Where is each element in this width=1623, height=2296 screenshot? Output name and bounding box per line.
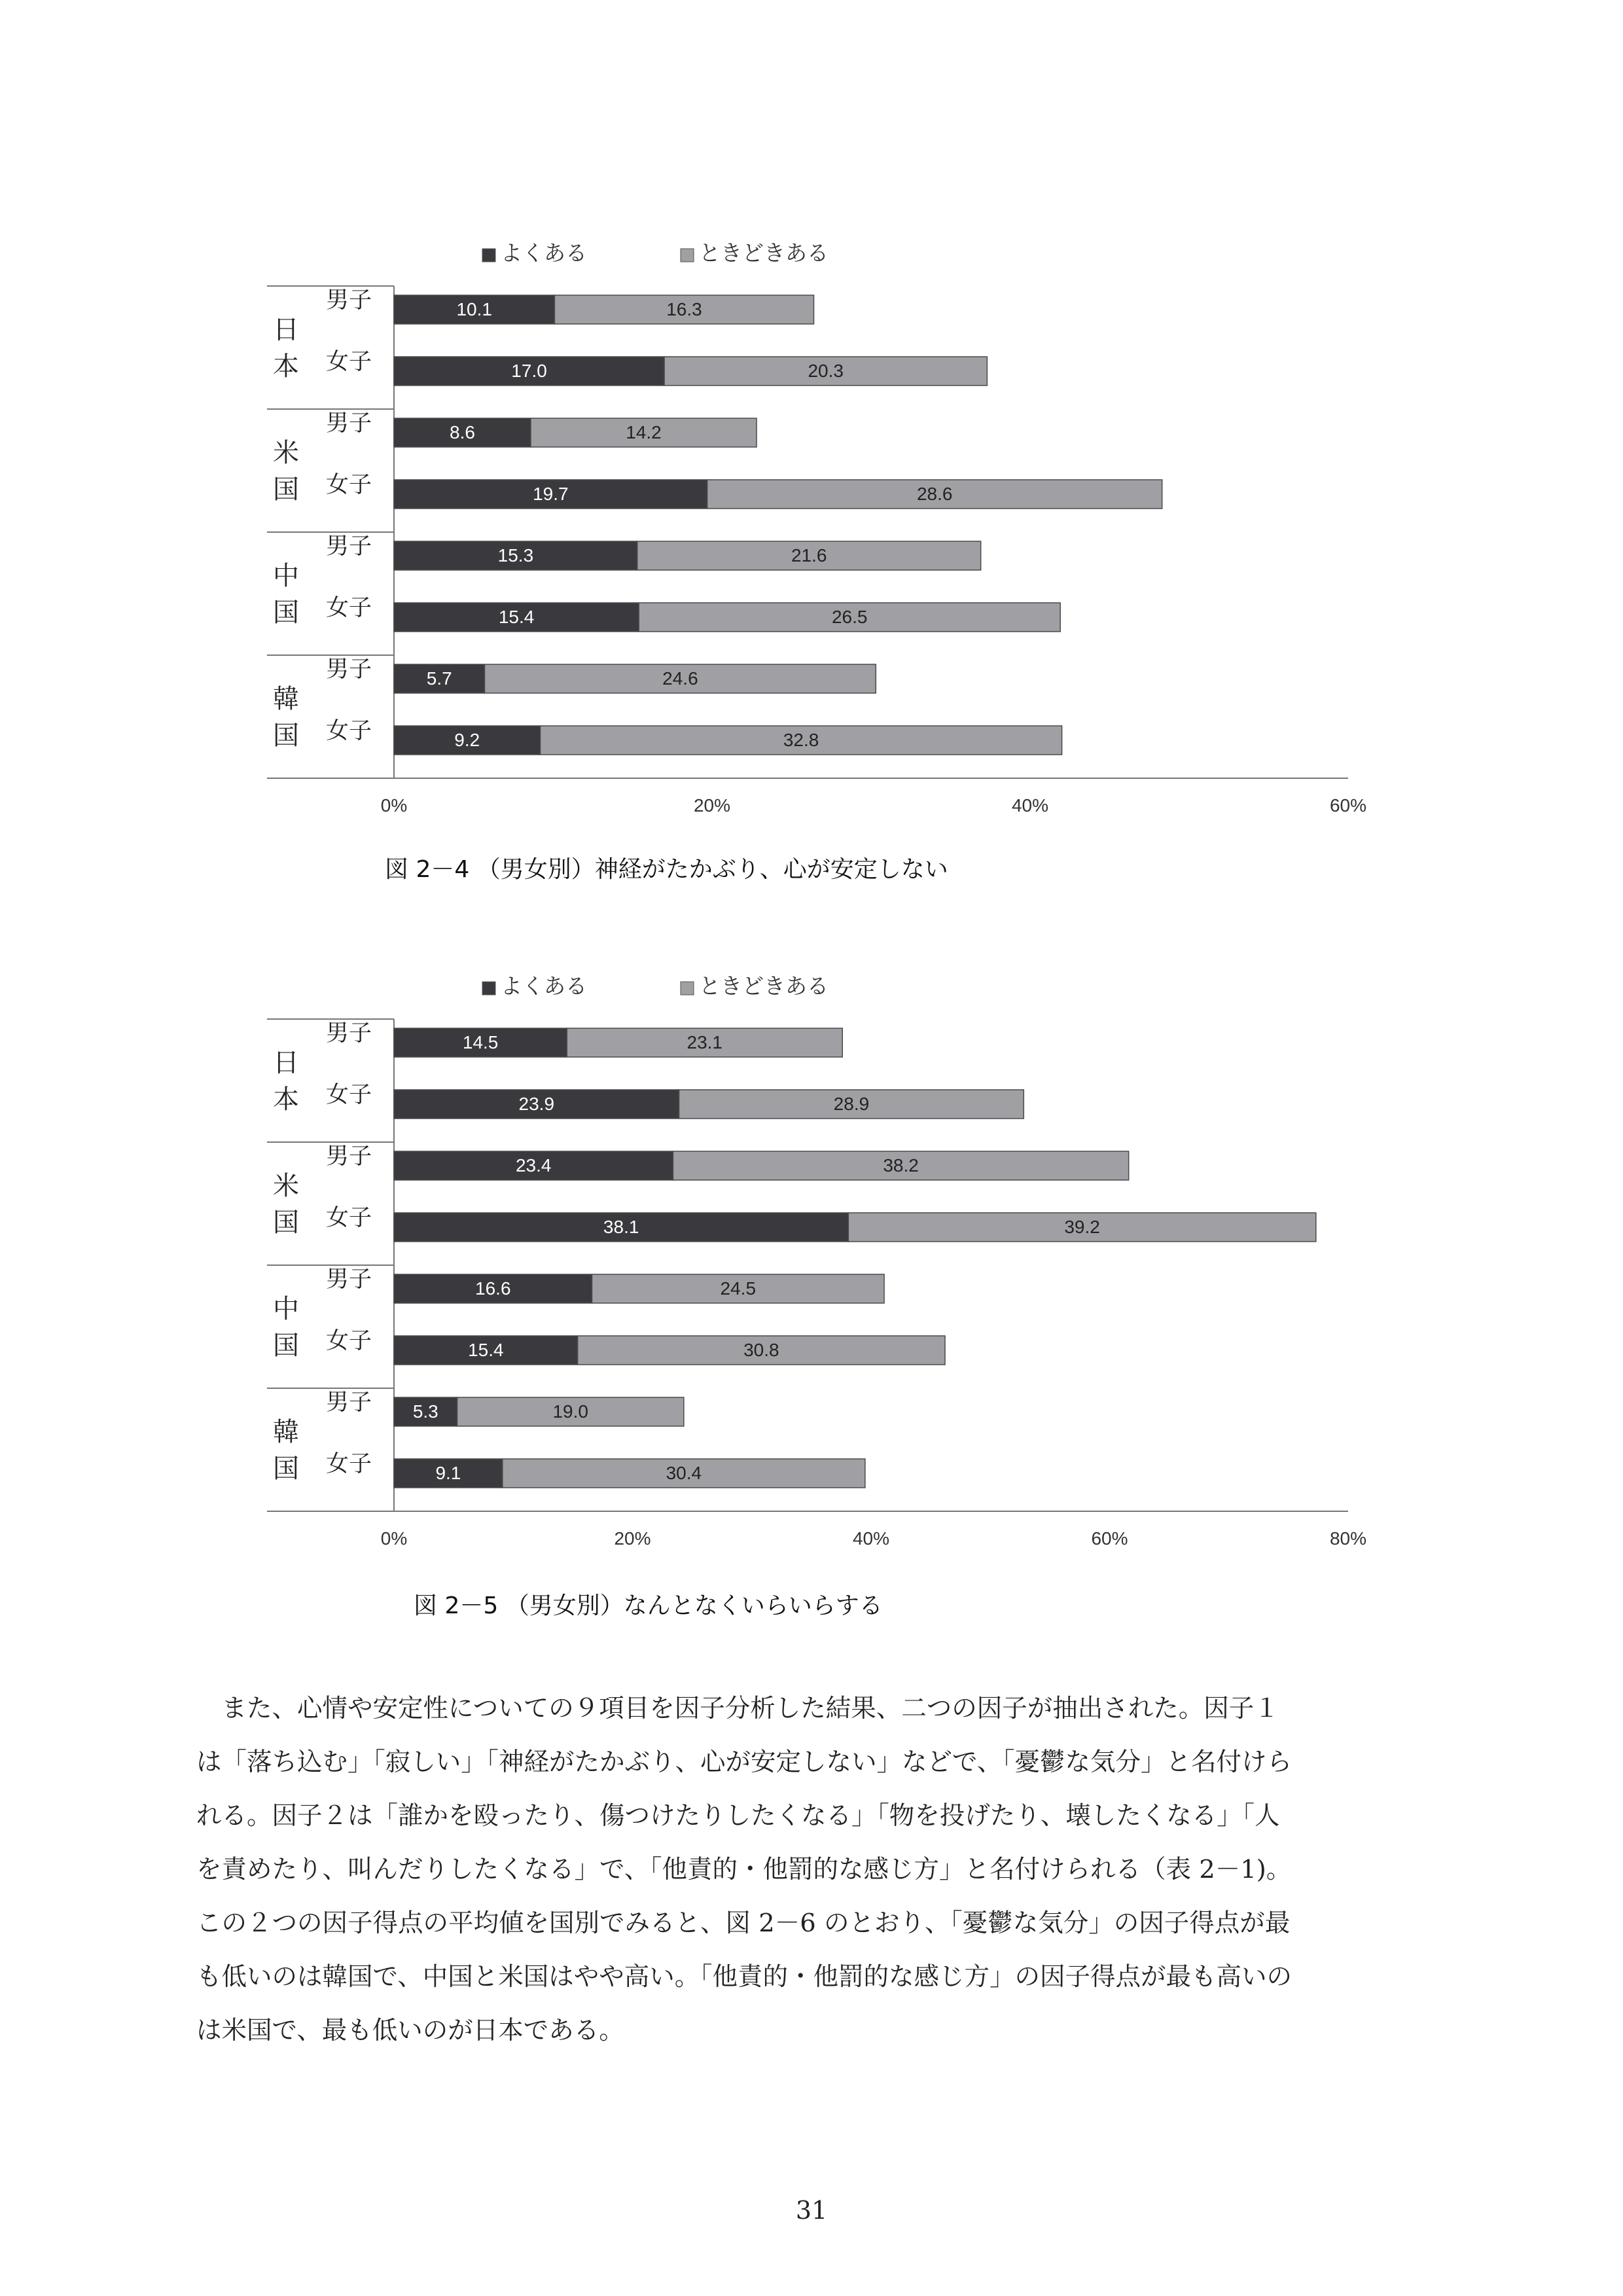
category-label: 男子 (325, 1020, 372, 1046)
group-label-char: 日 (273, 315, 299, 344)
category-label: 男子 (325, 656, 372, 682)
category-label: 男子 (325, 1143, 372, 1169)
legend-label: ときどきある (699, 974, 829, 998)
group-label-char: 国 (273, 598, 299, 627)
data-label: 9.2 (454, 730, 480, 750)
category-label: 女子 (325, 1451, 372, 1477)
x-tick-label: 40% (852, 1528, 890, 1549)
data-label: 24.6 (662, 668, 698, 689)
group-label-char: 韓 (273, 1418, 299, 1446)
data-label: 15.3 (497, 545, 534, 565)
data-label: 23.1 (687, 1032, 723, 1052)
x-tick-label: 40% (1011, 795, 1049, 816)
group-label-char: 韓 (273, 685, 299, 713)
category-label: 男子 (325, 1266, 372, 1292)
data-label: 32.8 (783, 730, 819, 750)
group-label-char: 米 (273, 1172, 299, 1200)
data-label: 30.4 (666, 1463, 702, 1483)
x-tick-label: 20% (693, 795, 731, 816)
category-label: 女子 (325, 1328, 372, 1354)
group-label-char: 米 (273, 439, 299, 467)
data-label: 20.3 (808, 361, 844, 381)
body-paragraph (196, 1682, 1440, 2058)
category-label: 女子 (325, 472, 372, 497)
legend-swatch (681, 982, 694, 995)
body-line: この２つの因子得点の平均値を国別でみると、図 2－6 のとおり、「憂鬱な気分」の因子得点が最 (196, 1909, 1291, 1938)
body-line: れる。因子２は「誰かを殴ったり、傷つけたりしたくなる」「物を投げたり、壊したくなる」「人 (196, 1801, 1280, 1831)
legend-label: よくある (501, 974, 587, 998)
data-label: 14.5 (462, 1032, 499, 1052)
data-label: 21.6 (791, 545, 827, 565)
figure-caption: 図 2－5 （男女別）なんとなくいらいらする (414, 1592, 883, 1619)
data-label: 24.5 (720, 1278, 757, 1299)
category-label: 男子 (325, 1390, 372, 1415)
body-line: また、心情や安定性についての９項目を因子分析した結果、二つの因子が抽出された。因子１ (196, 1694, 1279, 1723)
x-tick-label: 0% (380, 1528, 408, 1549)
figure-caption: 図 2－4 （男女別）神経がたかぶり、心が安定しない (385, 856, 948, 883)
legend-swatch (482, 982, 495, 995)
data-label: 23.9 (518, 1094, 555, 1114)
data-label: 28.9 (833, 1094, 870, 1114)
category-label: 女子 (325, 718, 372, 744)
data-label: 10.1 (456, 299, 492, 319)
data-label: 9.1 (435, 1463, 461, 1483)
group-label-char: 中 (273, 562, 299, 590)
group-label-char: 国 (273, 1331, 299, 1360)
group-label-char: 本 (273, 352, 299, 381)
data-label: 17.0 (511, 361, 547, 381)
data-label: 15.4 (498, 607, 535, 627)
x-tick-label: 0% (380, 795, 408, 816)
x-tick-label: 20% (614, 1528, 651, 1549)
category-label: 女子 (325, 1205, 372, 1230)
data-label: 26.5 (831, 607, 868, 627)
group-label-char: 日 (273, 1049, 299, 1077)
category-label: 女子 (325, 595, 372, 620)
group-label-char: 国 (273, 1208, 299, 1237)
category-label: 女子 (325, 349, 372, 374)
data-label: 19.0 (552, 1401, 588, 1422)
x-tick-label: 60% (1329, 795, 1367, 816)
data-label: 39.2 (1064, 1217, 1100, 1237)
stacked-bar-chart (0, 236, 1623, 838)
body-line: は「落ち込む」「寂しい」「神経がたかぶり、心が安定しない」などで、「憂鬱な気分」と名付けら (196, 1748, 1292, 1777)
group-label-char: 国 (273, 475, 299, 504)
group-label-char: 本 (273, 1085, 299, 1114)
data-label: 5.3 (412, 1401, 438, 1422)
category-label: 女子 (325, 1082, 372, 1107)
x-tick-label: 80% (1329, 1528, 1367, 1549)
figure-2-4 (0, 236, 1623, 903)
figure-2-5 (0, 969, 1623, 1649)
page-number: 31 (795, 2196, 828, 2225)
data-label: 5.7 (426, 668, 452, 689)
data-label: 38.2 (883, 1155, 919, 1175)
group-label-char: 中 (273, 1295, 299, 1323)
legend-swatch (681, 249, 694, 262)
group-label-char: 国 (273, 1454, 299, 1483)
data-label: 16.3 (666, 299, 702, 319)
data-label: 19.7 (533, 484, 569, 504)
data-label: 16.6 (475, 1278, 511, 1299)
body-line: を責めたり、叫んだりしたくなる」で、「他責的・他罰的な感じ方」と名付けられる（表 2－1)。 (196, 1855, 1292, 1884)
legend-label: ときどきある (699, 241, 829, 265)
category-label: 男子 (325, 410, 372, 436)
data-label: 15.4 (468, 1340, 504, 1360)
data-label: 8.6 (450, 422, 475, 442)
legend-label: よくある (501, 241, 587, 265)
body-line: も低いのは韓国で、中国と米国はやや高い。「他責的・他罰的な感じ方」の因子得点が最も高いの (196, 1962, 1292, 1992)
stacked-bar-chart (0, 969, 1623, 1571)
category-label: 男子 (325, 533, 372, 559)
x-tick-label: 60% (1091, 1528, 1128, 1549)
data-label: 30.8 (743, 1340, 779, 1360)
body-line: は米国で、最も低いのが日本である。 (196, 2016, 624, 2045)
data-label: 28.6 (916, 484, 953, 504)
legend-swatch (482, 249, 495, 262)
data-label: 38.1 (603, 1217, 639, 1237)
data-label: 23.4 (515, 1155, 552, 1175)
group-label-char: 国 (273, 721, 299, 750)
category-label: 男子 (325, 287, 372, 313)
data-label: 14.2 (626, 422, 662, 442)
